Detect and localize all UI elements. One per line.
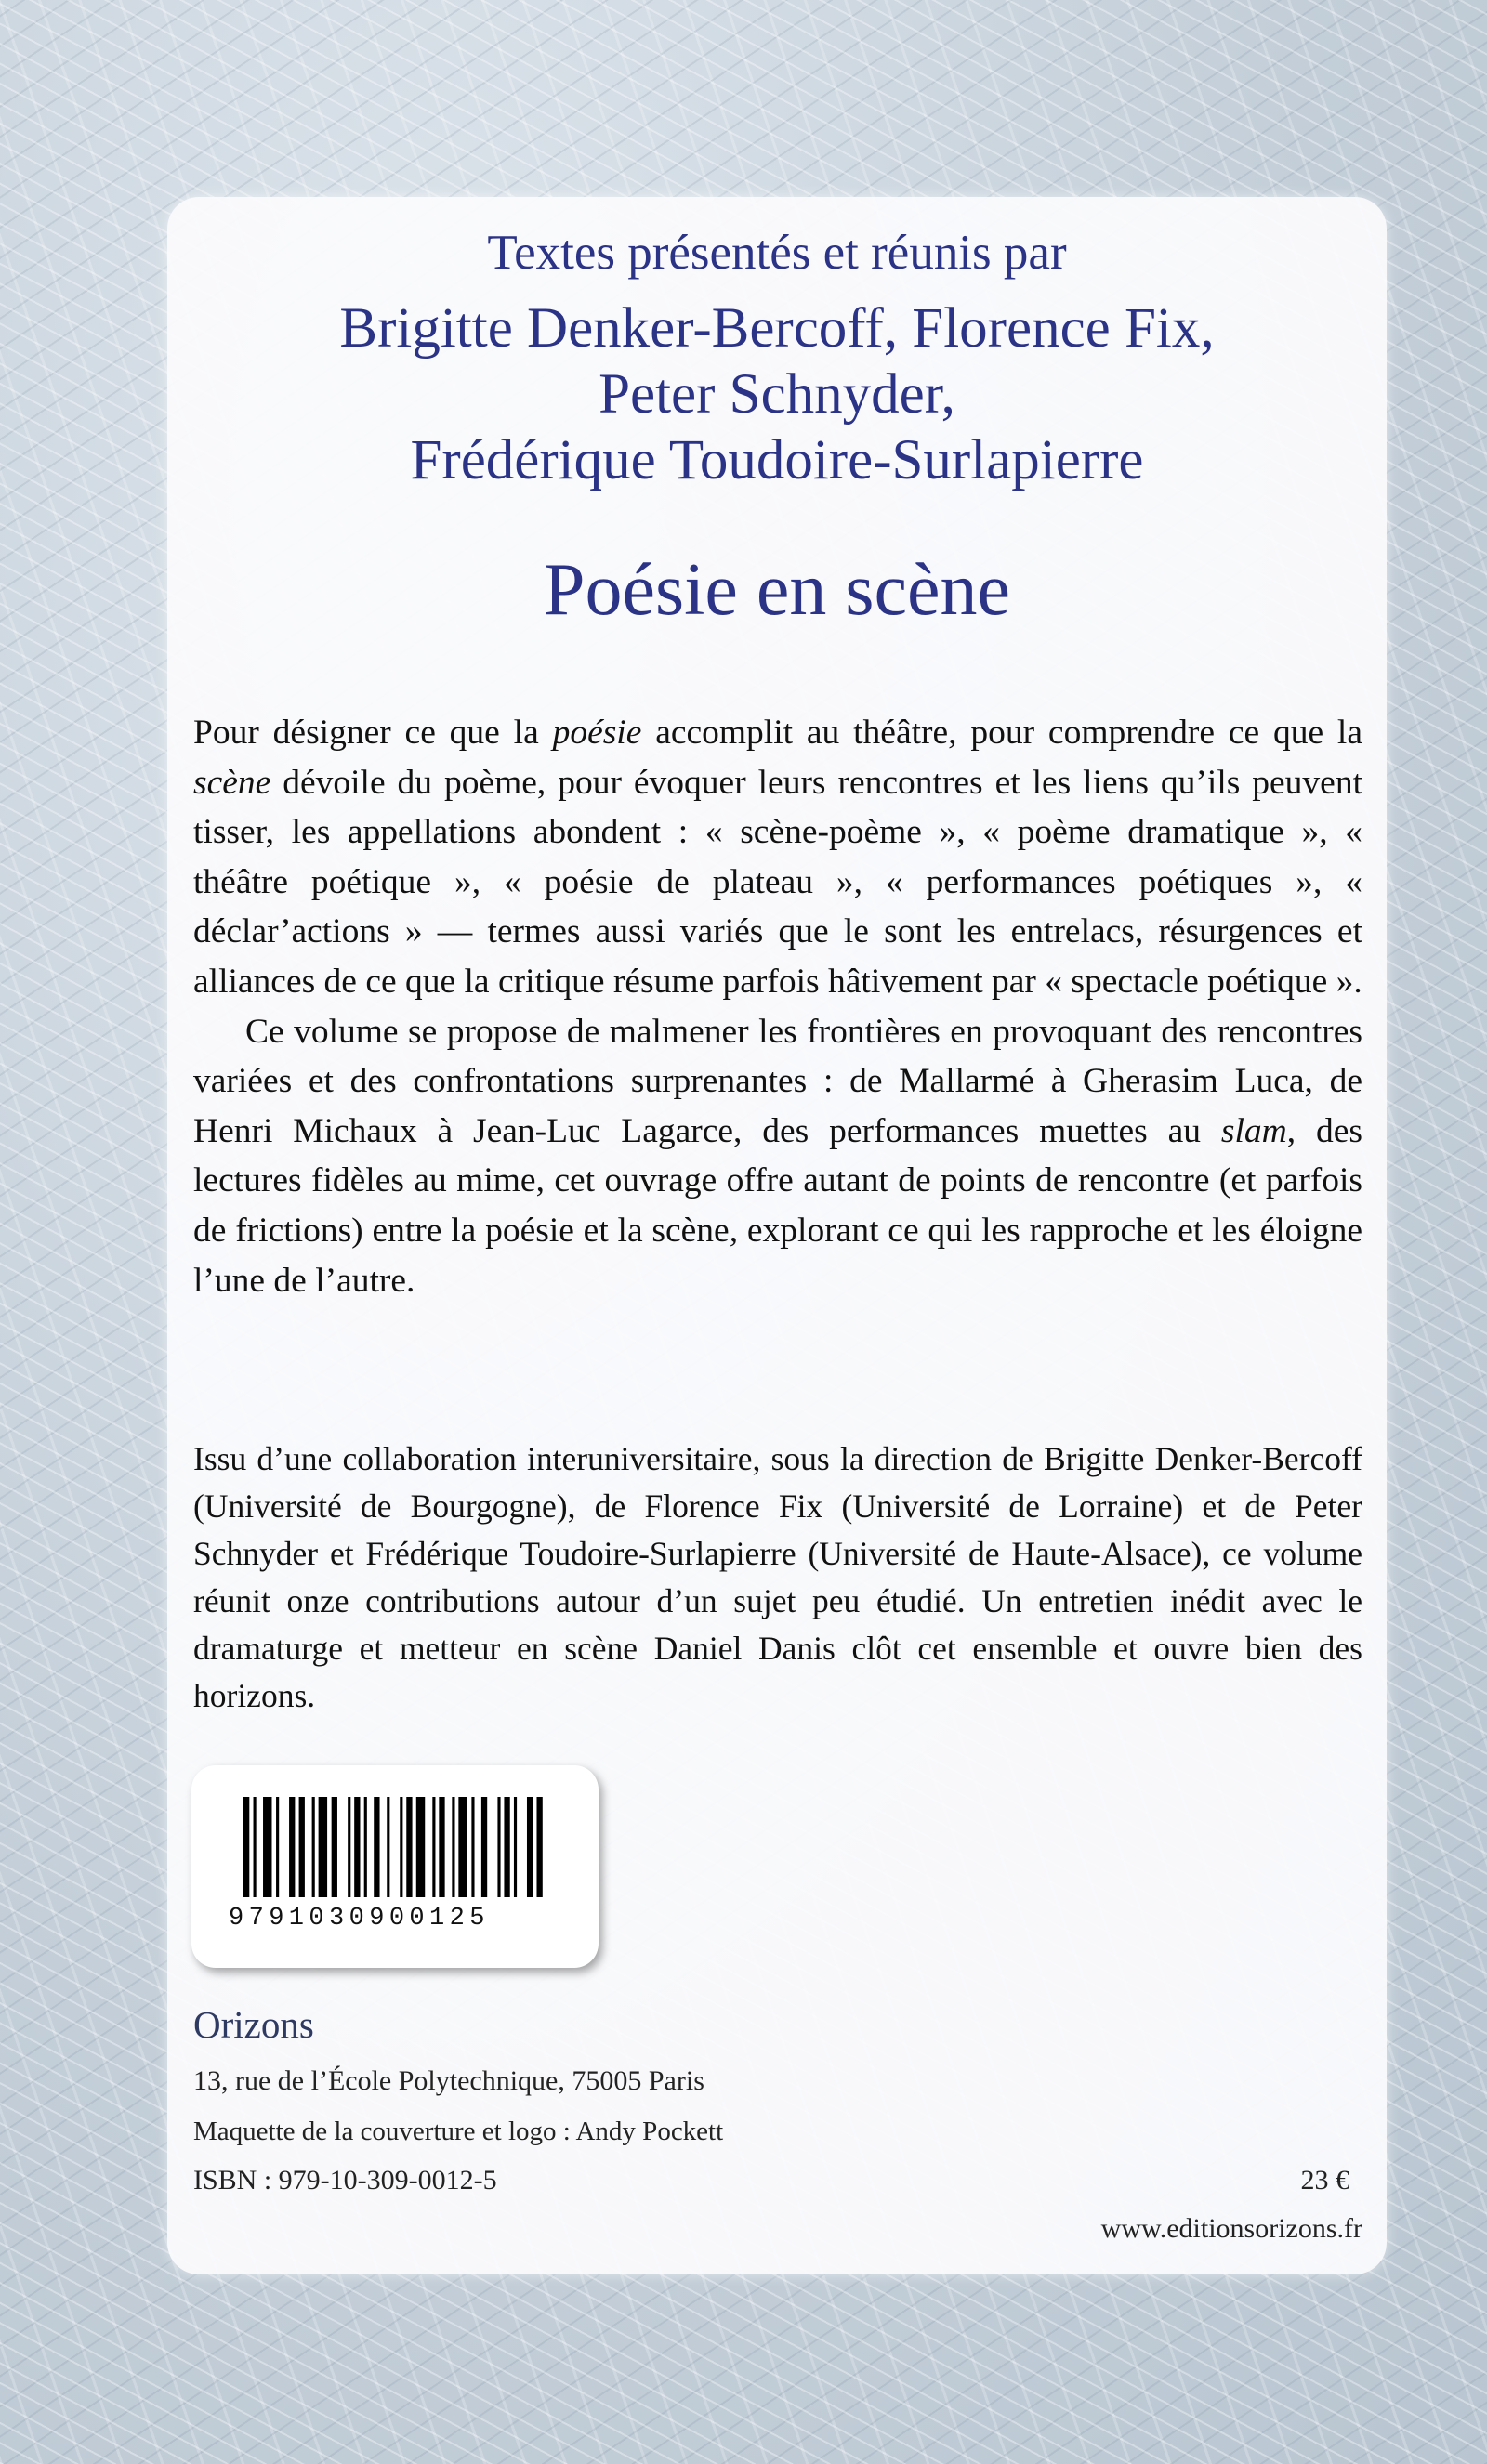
barcode-bar: [400, 1797, 402, 1897]
barcode-bar: [471, 1797, 474, 1897]
text-run: accomplit au théâtre, pour comprendre ce que la: [641, 714, 1362, 752]
emphasis-scene: scène: [193, 763, 271, 802]
barcode-bar: [432, 1797, 435, 1897]
barcode-bar: [364, 1797, 367, 1897]
collaboration-text: Issu d’une collaboration interuniversitaire, sous la direction de Brigitte Denker-Bercoff (Université de Bourgogne), de Florence Fix (Université de Lorraine) et de Peter Schnyder et Frédérique Toudoire-Surlapierre (Université de Haute-Alsace), ce volume réunit onze contributions autour d’un sujet peu étudié. Un entretien inédit avec le dramaturge et metteur en scène Daniel Danis clôt cet ensemble et ouvre bien des horizons.: [193, 1440, 1362, 1714]
barcode-bar: [332, 1797, 337, 1897]
barcode-bar: [289, 1797, 295, 1897]
barcode-bar: [374, 1797, 379, 1897]
publisher-name: Orizons: [193, 2003, 314, 2046]
barcode-bar: [439, 1797, 444, 1897]
description-block: [193, 708, 1362, 1305]
author-line: Peter Schnyder,: [599, 363, 955, 426]
book-title: Poésie en scène: [543, 549, 1011, 631]
barcode-icon: [243, 1797, 546, 1897]
barcode-bar: [354, 1797, 360, 1897]
website-url: www.editionsorizons.fr: [1100, 2213, 1362, 2244]
description-paragraph-1: [193, 708, 1362, 1007]
barcode-bar: [406, 1797, 412, 1897]
emphasis-slam: slam: [1220, 1111, 1287, 1150]
barcode-bar: [504, 1797, 509, 1897]
barcode-bar: [312, 1797, 315, 1897]
publisher-address: 13, rue de l’École Polytechnique, 75005 Paris: [193, 2065, 704, 2096]
author-line: Brigitte Denker-Bercoff, Florence Fix,: [339, 297, 1215, 360]
text-run: , des lectures fidèles au mime, cet ouvrage offre autant de points de rencontre (et parfois de frictions) entre la poésie et la scène, explorant ce qui les rapproche et les éloigne l’une de l’autre.: [193, 1111, 1362, 1300]
barcode-bar: [263, 1797, 271, 1897]
text-run: Ce volume se propose de malmener les frontières en provoquant des rencontres variées et des confrontations surprenantes : de Mallarmé à Gherasim Luca, de Henri Michaux à Jean-Luc Lagarce, des performances muettes au: [193, 1012, 1362, 1150]
barcode-card: [191, 1765, 599, 1968]
barcode-bar: [254, 1797, 257, 1897]
text-run: Pour désigner ce que la: [193, 714, 553, 752]
barcode-bar: [299, 1797, 305, 1897]
emphasis-poesie: poésie: [552, 714, 642, 752]
barcode-bar: [527, 1797, 533, 1897]
barcode-bar: [348, 1797, 350, 1897]
back-cover-panel: [167, 197, 1387, 2274]
authors-list: [167, 295, 1387, 493]
barcode-bar: [416, 1797, 425, 1897]
collaboration-paragraph: [193, 1435, 1362, 1720]
text-run: dévoile du poème, pour évoquer leurs rencontres et les liens qu’ils peuvent tisser, les appellations abondent : « scène-poème », « poème dramatique », « théâtre poétique », « poésie de plateau », « performances poétiques », « déclar’actions » — termes aussi variés que le sont les entrelacs, résurgences et alliances de ce que la critique résume parfois hâtivement par « spectacle poétique ».: [193, 763, 1362, 1001]
author-line: Frédérique Toudoire-Surlapierre: [410, 429, 1144, 491]
barcode-bar: [243, 1797, 249, 1897]
barcode-bar: [497, 1797, 500, 1897]
barcode-bar: [458, 1797, 467, 1897]
barcode-number: 9791030900125: [229, 1905, 490, 1933]
barcode-bar: [387, 1797, 389, 1897]
cover-credits: Maquette de la couverture et logo : Andy Pockett: [193, 2117, 724, 2146]
description-paragraph-2: [193, 1007, 1362, 1306]
presented-by-line: Textes présentés et réunis par: [487, 226, 1067, 280]
isbn: ISBN : 979-10-309-0012-5: [193, 2165, 497, 2195]
price: 23 €: [1300, 2165, 1349, 2195]
barcode-bar: [319, 1797, 327, 1897]
barcode-bar: [481, 1797, 487, 1897]
barcode-bar: [452, 1797, 454, 1897]
barcode-bar: [276, 1797, 279, 1897]
barcode-bar: [536, 1797, 542, 1897]
barcode-bar: [514, 1797, 517, 1897]
